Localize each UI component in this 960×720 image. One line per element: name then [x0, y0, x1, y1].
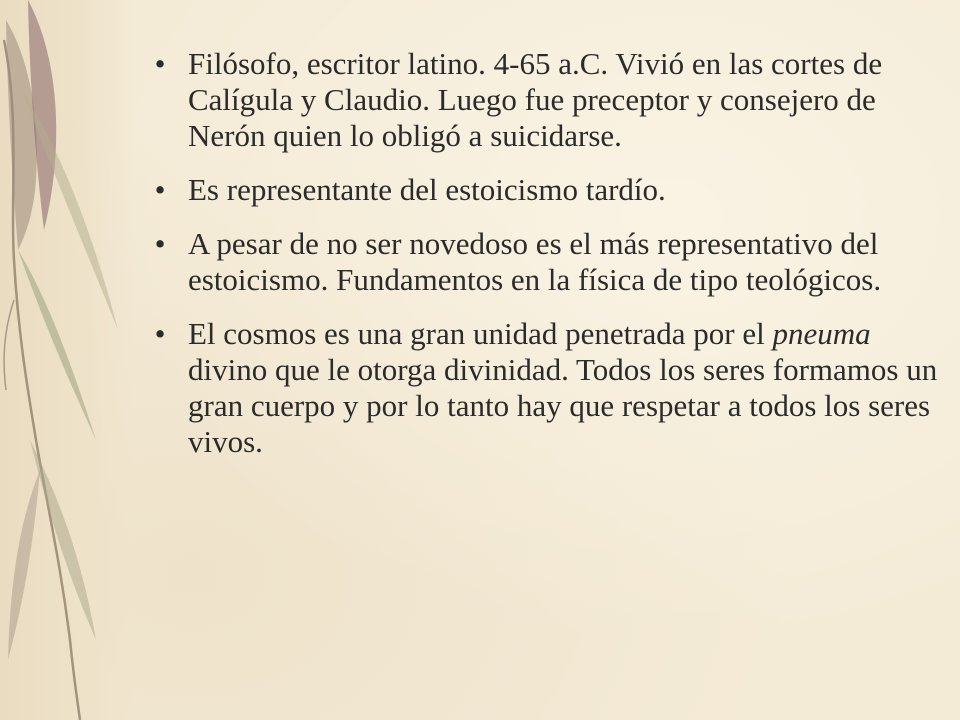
bullet-marker: • [154, 46, 166, 81]
bullet-text-pre: El cosmos es una gran unidad penetrada por el [188, 316, 773, 351]
bullet-text-post: divino que le otorga divinidad. Todos los seres formamos un gran cuerpo y por lo tanto hay que respetar a todos los seres vivos. [188, 352, 938, 459]
list-item [150, 316, 955, 460]
bullet-marker: • [154, 226, 166, 261]
bullet-text: Es representante del estoicismo tardío. [188, 172, 666, 207]
list-item [150, 46, 955, 154]
list-item [150, 226, 955, 298]
list-item [150, 172, 955, 208]
willow-leaf-branch-icon [0, 0, 140, 720]
bullet-marker: • [154, 316, 166, 351]
bullet-text-emphasis: pneuma [772, 316, 871, 351]
bullet-marker: • [154, 172, 166, 207]
bullet-list [150, 46, 955, 478]
bullet-text: Filósofo, escritor latino. 4-65 a.C. Vivió en las cortes de Calígula y Claudio. Luego fue preceptor y consejero de Nerón quien lo obligó a suicidarse. [188, 46, 883, 153]
bullet-text: A pesar de no ser novedoso es el más representativo del estoicismo. Fundamentos en la física de tipo teológicos. [188, 226, 882, 297]
